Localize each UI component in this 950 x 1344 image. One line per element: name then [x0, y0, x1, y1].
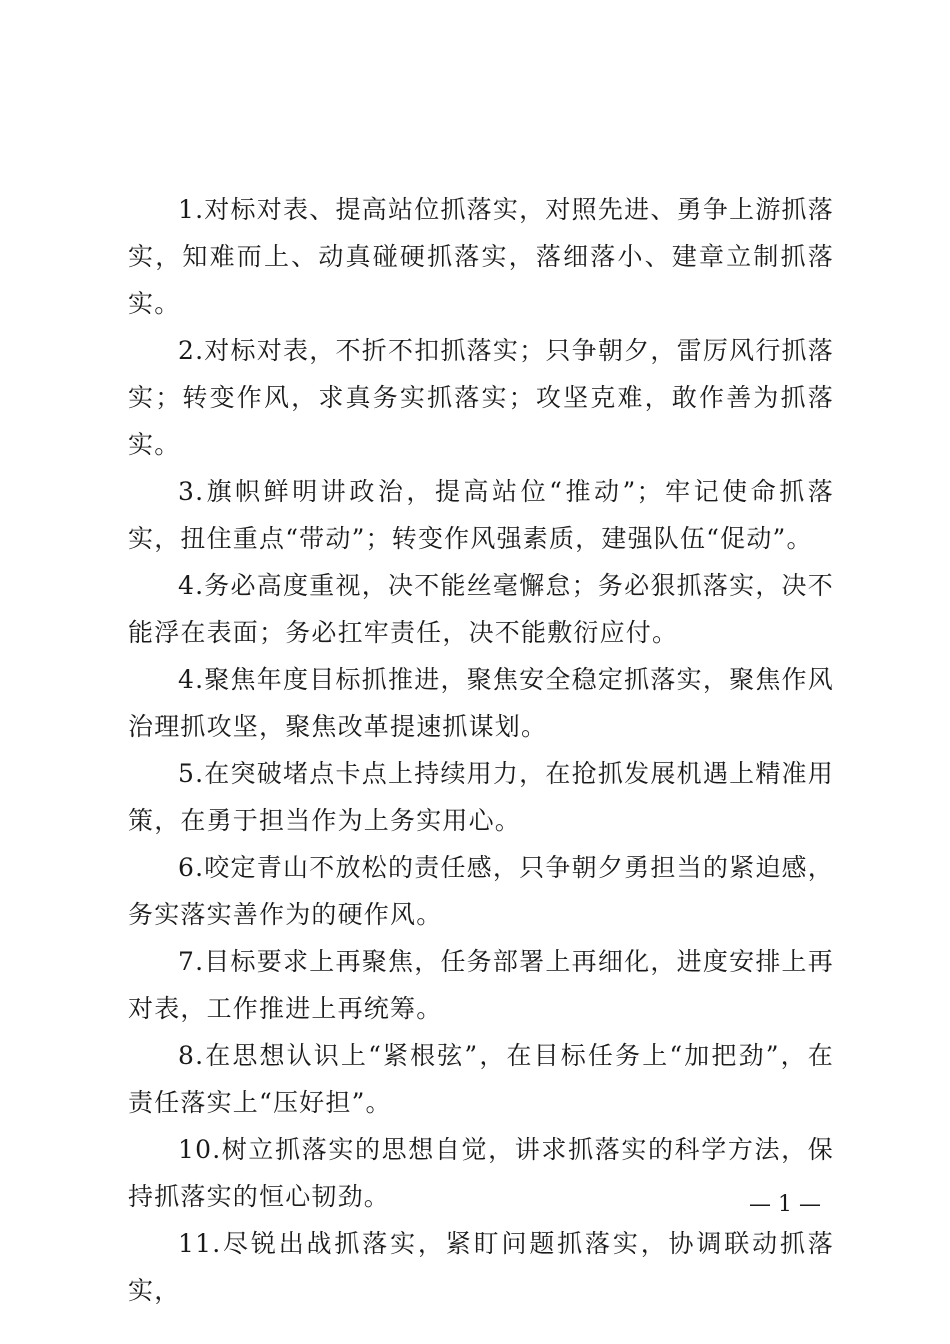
paragraph-4: 4.务必高度重视，决不能丝毫懈怠；务必狠抓落实，决不能浮在表面；务必扛牢责任，决不能敷衍应付。	[128, 571, 834, 647]
paragraph-3: 3.旗帜鲜明讲政治，提高站位“推动”；牢记使命抓落实，扭住重点“带动”；转变作风强素质，建强队伍“促动”。	[128, 477, 834, 553]
paragraph-5: 5.在突破堵点卡点上持续用力，在抢抓发展机遇上精准用策，在勇于担当作为上务实用心。	[128, 759, 834, 835]
paragraph-2: 2.对标对表，不折不扣抓落实；只争朝夕，雷厉风行抓落实；转变作风，求真务实抓落实；攻坚克难，敢作善为抓落实。	[128, 336, 834, 459]
paragraph-7: 7.目标要求上再聚焦，任务部署上再细化，进度安排上再对表，工作推进上再统筹。	[128, 947, 834, 1023]
paragraph-1: 1.对标对表、提高站位抓落实，对照先进、勇争上游抓落实，知难而上、动真碰硬抓落实，落细落小、建章立制抓落实。	[128, 195, 834, 318]
document-body	[128, 186, 834, 1314]
paragraph-6: 6.咬定青山不放松的责任感，只争朝夕勇担当的紧迫感，务实落实善作为的硬作风。	[128, 853, 834, 929]
paragraph-10: 10.树立抓落实的思想自觉，讲求抓落实的科学方法，保持抓落实的恒心韧劲。	[128, 1135, 834, 1211]
paragraph-11: 11.尽锐出战抓落实，紧盯问题抓落实，协调联动抓落实，	[128, 1229, 834, 1305]
page-number: — 1 —	[749, 1192, 821, 1217]
paragraph-4b: 4.聚焦年度目标抓推进，聚焦安全稳定抓落实，聚焦作风治理抓攻坚，聚焦改革提速抓谋划。	[128, 665, 834, 741]
paragraph-8: 8.在思想认识上“紧根弦”，在目标任务上“加把劲”，在责任落实上“压好担”。	[128, 1041, 834, 1117]
